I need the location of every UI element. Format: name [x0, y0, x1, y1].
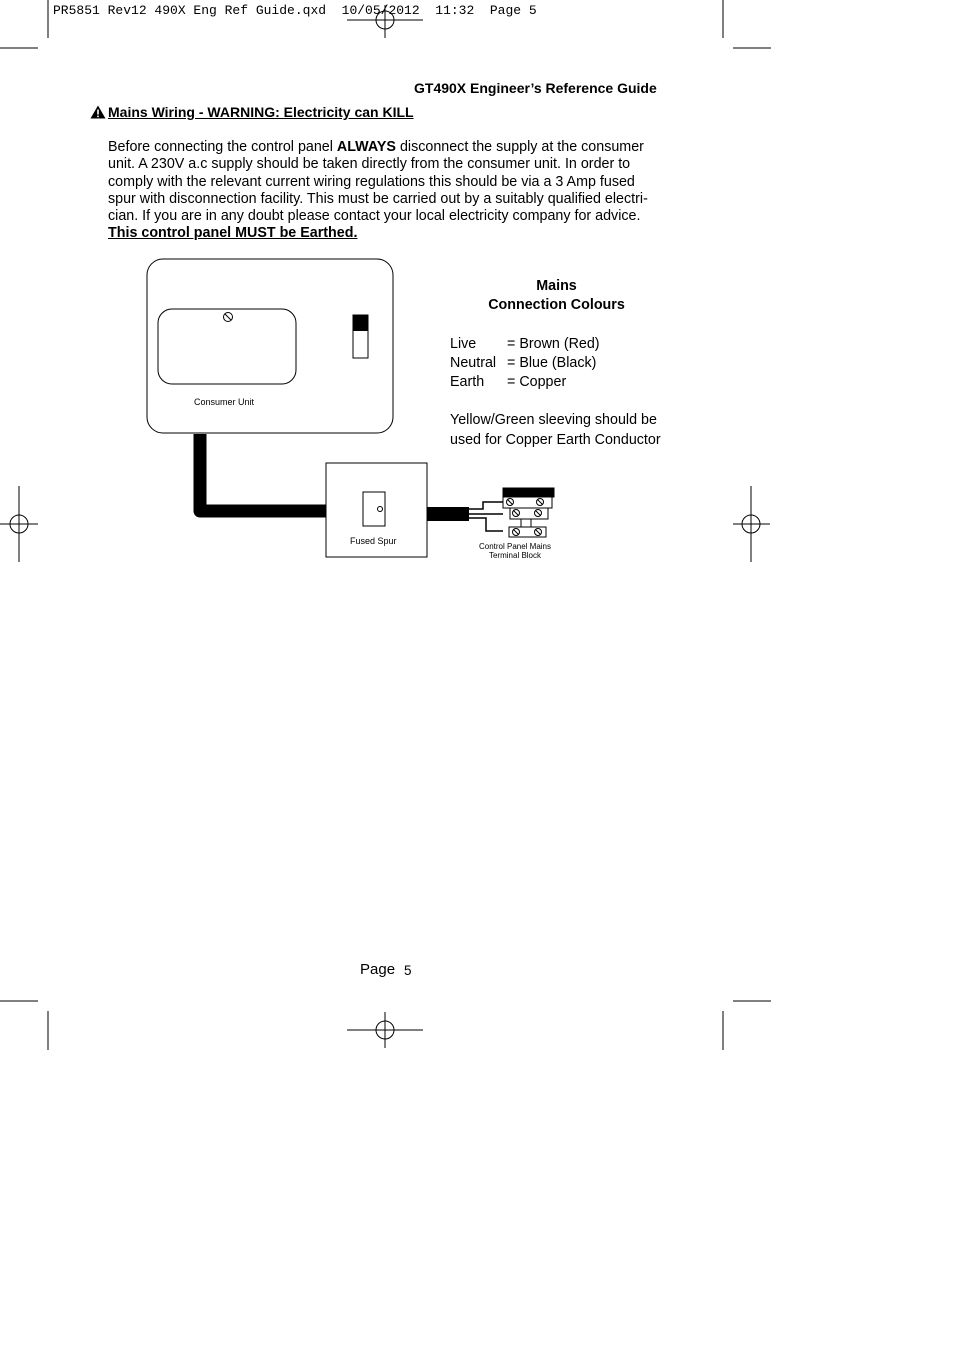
- panel-cable: [427, 502, 503, 531]
- supply-cable: [200, 434, 327, 511]
- terminal-block-drawing: [503, 488, 554, 537]
- legend-value: = Brown (Red): [507, 335, 600, 352]
- earthed-warning: This control panel MUST be Earthed.: [108, 225, 358, 242]
- page-number: 5: [404, 963, 412, 978]
- terminal-block-label: [470, 542, 560, 560]
- legend-value: = Blue (Black): [507, 354, 597, 371]
- sleeving-note: Yellow/Green sleeving should be: [450, 412, 657, 429]
- paragraph-text: Before connecting the control panel: [108, 139, 337, 155]
- instructions-paragraph: [108, 139, 668, 243]
- warning-heading: [90, 104, 414, 120]
- paragraph-emphasis: ALWAYS: [336, 139, 396, 155]
- guide-title: GT490X Engineer’s Reference Guide: [414, 80, 657, 96]
- warning-title: Mains Wiring - WARNING: Electricity can KILL: [108, 104, 414, 120]
- terminal-block-label-line: Control Panel Mains: [478, 542, 552, 551]
- legend-heading: Mains: [536, 278, 577, 294]
- paragraph-line: spur with disconnection facility. This must be carried out by a suitably qualified electri-: [108, 190, 648, 207]
- legend-key: Neutral: [450, 354, 497, 371]
- terminal-block-label-line: Terminal Block: [488, 551, 541, 560]
- consumer-unit-label: Consumer Unit: [194, 397, 255, 407]
- connection-colours-legend: [450, 277, 680, 450]
- paragraph-line: unit. A 230V a.c supply should be taken directly from the consumer unit. In order to: [108, 156, 631, 173]
- legend-key: Earth: [450, 374, 485, 391]
- legend-value: = Copper: [507, 374, 567, 391]
- sleeving-note: used for Copper Earth Conductor: [450, 431, 661, 448]
- legend-row-live: [450, 335, 680, 354]
- warning-triangle-icon: [90, 105, 106, 119]
- paragraph-line: comply with the relevant current wiring regulations this should be via a 3 Amp fused: [108, 173, 635, 190]
- page-label: Page: [360, 961, 396, 978]
- paragraph-line: [108, 139, 668, 156]
- legend-key: Live: [450, 335, 477, 352]
- paragraph-line: cian. If you are in any doubt please contact your local electricity company for advice.: [108, 208, 641, 225]
- legend-row-neutral: [450, 354, 680, 373]
- legend-heading: Connection Colours: [488, 297, 625, 314]
- legend-row-earth: [450, 373, 680, 392]
- fused-spur-label: Fused Spur: [350, 536, 397, 546]
- consumer-unit-drawing: [147, 259, 393, 433]
- paragraph-text: disconnect the supply at the consumer: [395, 139, 644, 155]
- print-slug: PR5851 Rev12 490X Eng Ref Guide.qxd 10/05/2012 11:32 Page 5: [53, 3, 537, 18]
